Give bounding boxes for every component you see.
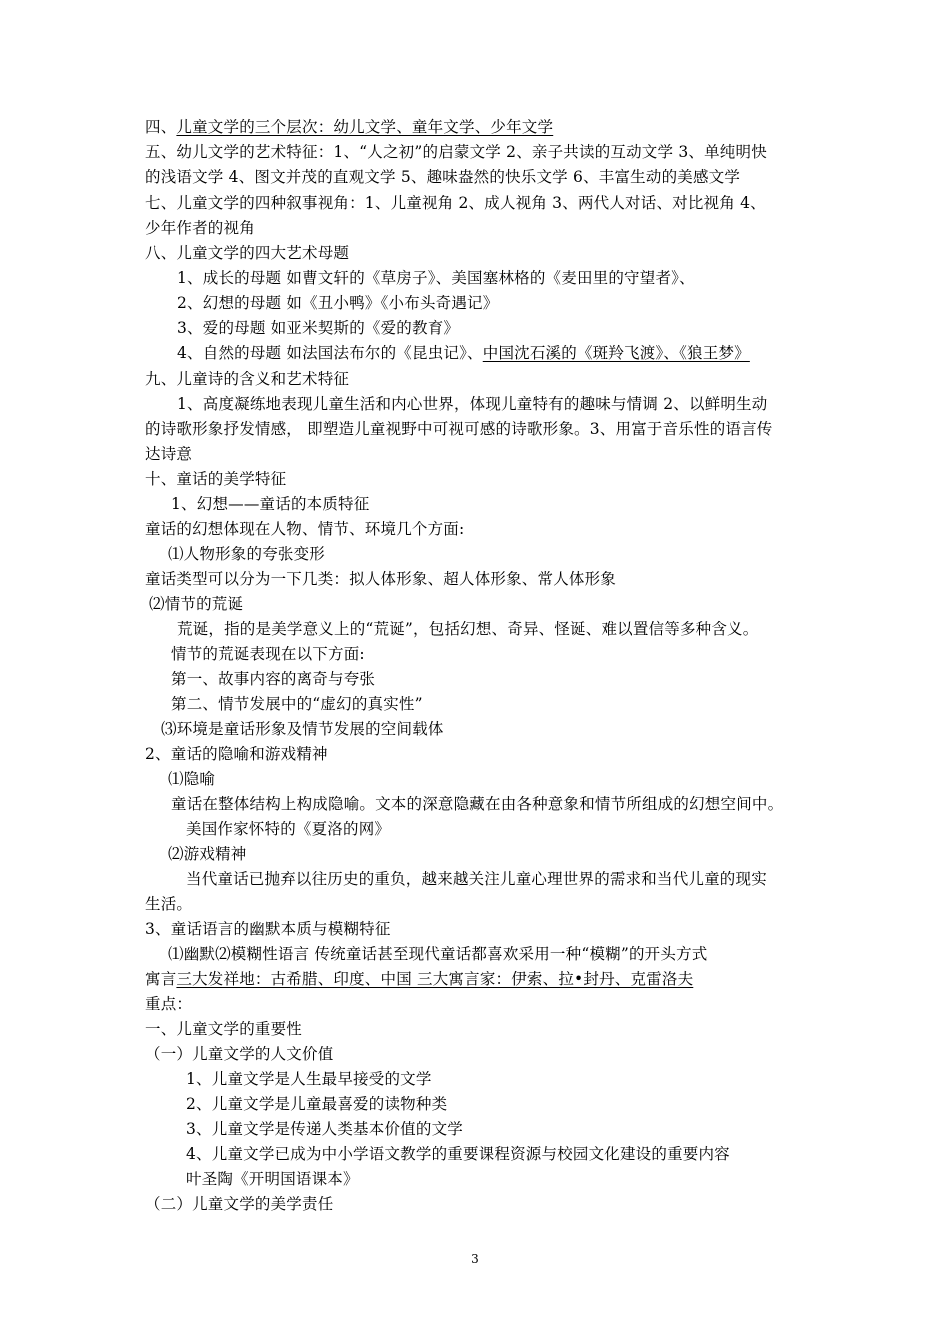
subheading-line: （一）儿童文学的人文价值 bbox=[145, 1045, 334, 1063]
text-line: 少年作者的视角 bbox=[145, 219, 255, 237]
text-line: ⑶环境是童话形象及情节发展的空间载体 bbox=[161, 720, 444, 738]
subheading-line: 3、童话语言的幽默本质与模糊特征 bbox=[145, 920, 391, 938]
text-line: ⑴隐喻 bbox=[168, 770, 216, 788]
list-item: 1、儿童文学是人生最早接受的文学 bbox=[186, 1070, 432, 1088]
text-line: 叶圣陶《开明国语课本》 bbox=[186, 1170, 359, 1188]
list-item-text: 4、自然的母题 如法国法布尔的《昆虫记》、 bbox=[177, 344, 483, 362]
text-line: 情节的荒诞表现在以下方面: bbox=[171, 645, 365, 663]
list-item: 3、儿童文学是传递人类基本价值的文学 bbox=[186, 1120, 463, 1138]
subheading-line: 1、幻想——童话的本质特征 bbox=[171, 495, 370, 513]
list-item: 3、爱的母题 如亚米契斯的《爱的教育》 bbox=[177, 319, 460, 337]
heading-line: 八、儿童文学的四大艺术母题 bbox=[145, 244, 350, 262]
list-item: 2、儿童文学是儿童最喜爱的读物种类 bbox=[186, 1095, 448, 1113]
text-line: 重点： bbox=[145, 995, 193, 1013]
section-four-line bbox=[145, 117, 553, 137]
heading-line: 十、童话的美学特征 bbox=[145, 470, 287, 488]
fable-label: 寓言 bbox=[145, 970, 177, 988]
text-line: 童话的幻想体现在人物、情节、环境几个方面: bbox=[145, 520, 465, 538]
list-item: 1、成长的母题 如曹文轩的《草房子》、美国塞林格的《麦田里的守望者》、 bbox=[177, 269, 695, 287]
text-line: 童话在整体结构上构成隐喻。文本的深意隐藏在由各种意象和情节所组成的幻想空间中。 bbox=[171, 795, 784, 813]
subheading-line: （二）儿童文学的美学责任 bbox=[145, 1195, 334, 1213]
text-line: 生活。 bbox=[145, 895, 193, 913]
page-number: 3 bbox=[471, 1252, 479, 1266]
text-line: 第二、情节发展中的“虚幻的真实性” bbox=[171, 695, 423, 713]
list-item bbox=[177, 343, 750, 363]
text-line: 的诗歌形象抒发情感， 即塑造儿童视野中可视可感的诗歌形象。3、用富于音乐性的语言传 bbox=[145, 420, 773, 438]
heading-line: 一、儿童文学的重要性 bbox=[145, 1020, 303, 1038]
underlined-text: 三大发祥地：古希腊、印度、中国 三大寓言家：伊索、拉•封丹、克雷洛夫 bbox=[176, 970, 694, 988]
section-four-title: 儿童文学的三个层次：幼儿文学、童年文学、少年文学 bbox=[176, 118, 554, 136]
text-line: 五、幼儿文学的艺术特征：1、“人之初”的启蒙文学 2、亲子共读的互动文学 3、单纯明快 bbox=[145, 143, 767, 161]
text-line: 童话类型可以分为一下几类：拟人体形象、超人体形象、常人体形象 bbox=[145, 570, 617, 588]
subheading-line: 2、童话的隐喻和游戏精神 bbox=[145, 745, 328, 763]
heading-line: 九、儿童诗的含义和艺术特征 bbox=[145, 370, 350, 388]
text-line: 荒诞，指的是美学意义上的“荒诞”，包括幻想、奇异、怪诞、难以置信等多种含义。 bbox=[177, 620, 759, 638]
underlined-text: 中国沈石溪的《斑羚飞渡》、《狼王梦》 bbox=[482, 344, 750, 362]
text-line: 美国作家怀特的《夏洛的网》 bbox=[186, 820, 391, 838]
text-line: 第一、故事内容的离奇与夸张 bbox=[171, 670, 376, 688]
section-four-number: 四、 bbox=[145, 118, 177, 136]
text-line: 当代童话已抛弃以往历史的重负，越来越关注儿童心理世界的需求和当代儿童的现实 bbox=[186, 870, 767, 888]
list-item: 2、幻想的母题 如《丑小鸭》《小布头奇遇记》 bbox=[177, 294, 499, 312]
list-item: 4、儿童文学已成为中小学语文教学的重要课程资源与校园文化建设的重要内容 bbox=[186, 1145, 730, 1163]
text-line: ⑵情节的荒诞 bbox=[149, 595, 244, 613]
text-line: ⑵游戏精神 bbox=[168, 845, 247, 863]
text-line: ⑴幽默⑵模糊性语言 传统童话甚至现代童话都喜欢采用一种“模糊”的开头方式 bbox=[168, 945, 708, 963]
text-line: 1、高度凝练地表现儿童生活和内心世界，体现儿童特有的趣味与情调 2、以鲜明生动 bbox=[177, 395, 768, 413]
text-line: 的浅语文学 4、图文并茂的直观文学 5、趣味盎然的快乐文学 6、丰富生动的美感文学 bbox=[145, 168, 741, 186]
text-line: 七、儿童文学的四种叙事视角：1、儿童视角 2、成人视角 3、两代人对话、对比视角 4、 bbox=[145, 194, 766, 212]
text-line: ⑴人物形象的夸张变形 bbox=[168, 545, 326, 563]
text-line: 达诗意 bbox=[145, 445, 193, 463]
text-line bbox=[145, 969, 693, 989]
